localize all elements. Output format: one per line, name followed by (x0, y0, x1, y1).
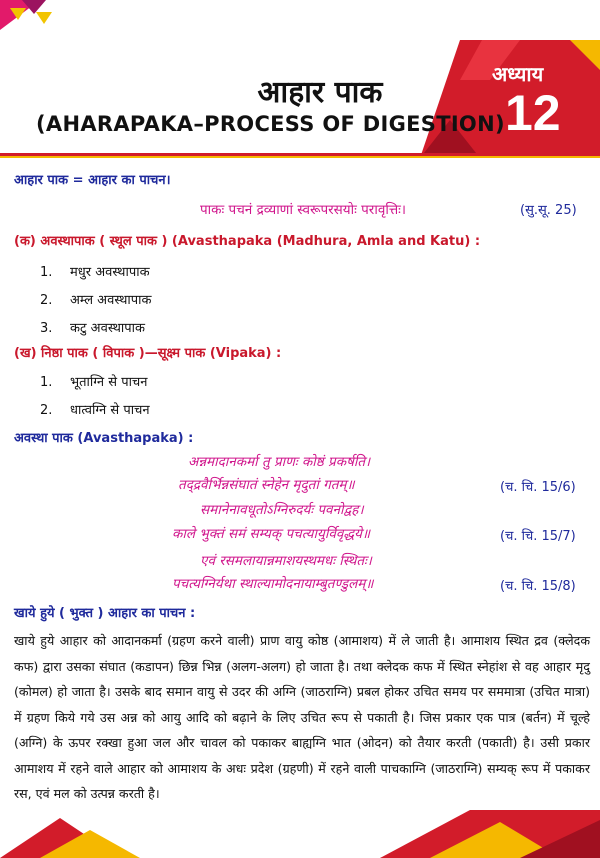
shloka-line: तद्द्रवैर्भिन्नसंघातं स्नेहेन मृदुतां गतम्॥ (178, 477, 355, 493)
chapter-label: अध्याय (492, 62, 544, 86)
page-title-english: (AHARAPAKA–PROCESS OF DIGESTION) (36, 112, 505, 136)
chapter-number: 12 (505, 85, 561, 141)
list-item (40, 262, 150, 280)
corner-decoration (0, 0, 58, 46)
shloka-reference: (च. चि. 15/7) (500, 529, 576, 544)
list-number: 1. (40, 375, 53, 390)
list-item (40, 318, 145, 336)
list-number: 1. (40, 265, 53, 280)
avastha-heading: अवस्था पाक (Avasthapaka) : (14, 431, 194, 446)
page-title-hindi: आहार पाक (257, 75, 383, 110)
shloka-line: अन्नमादानकर्मा तु प्राणः कोष्ठं प्रकर्षति। (188, 454, 371, 470)
footer-decoration (0, 800, 600, 858)
list-number: 2. (40, 403, 53, 418)
header-divider (0, 151, 600, 159)
bhukta-heading: खाये हुये ( भुक्त ) आहार का पाचन : (14, 606, 196, 621)
list-text: कटु अवस्थापाक (70, 321, 146, 336)
list-number: 2. (40, 293, 53, 308)
section-kha-heading: (ख) निष्ठा पाक ( विपाक )—सूक्ष्म पाक (Vipaka) : (14, 346, 282, 361)
bhukta-paragraph: खाये हुये आहार को आदानकर्मा (ग्रहण करने वाली) प्राण वायु कोष्ठ (आमाशय) में ले जाती है। आमाशय स्थित द्रव (क्लेदक कफ) द्वारा उसका संघात (कडापन) छिन्न भिन्न (अलग-अलग) हो जाता है। तथा क्लेदक कफ में स्थित स्नेहांश से वह आहार मृदु (कोमल) हो जाता है। उसके बाद समान वायु से उदर की अग्नि (जाठराग्नि) प्रबल होकर उचित समय पर सममात्रा (उचित मात्रा) में ग्रहण किये गये उस अन्न को आयु आदि को बढ़ाने के लिए उचित रूप से पकाती है। जिस प्रकार एक पात्र (बर्तन) में चूल्हे (अग्नि) के ऊपर रक्खा हुआ जल और चावल को पकाकर बाह्यग्नि भात (ओदन) को तैयार करती (पकाती) है। उसी प्रकार आमाशय में रहने वाले आहार को आमाशय के अधः प्रदेश (ग्रहणी) में रहने वाली पाचकाग्नि (जाठराग्नि) सम्यक् रूप में पकाकर रस, एवं मल को उत्पन्न करती है। (14, 633, 590, 801)
list-text: धात्वग्नि से पाचन (70, 403, 150, 418)
list-text: मधुर अवस्थापाक (70, 265, 150, 280)
shloka-reference: (च. चि. 15/6) (500, 480, 576, 495)
list-item (40, 372, 147, 390)
list-item (40, 290, 152, 308)
definition-reference: (सु.सू. 25) (520, 203, 577, 218)
list-text: अम्ल अवस्थापाक (70, 293, 152, 308)
list-text: भूताग्नि से पाचन (70, 375, 148, 390)
shloka-line: एवं रसमलायान्नमाशयस्थमधः स्थितः। (200, 553, 372, 569)
shloka-line: पचत्यग्निर्यथा स्थाल्यामोदनायाम्बुतण्डुलम्॥ (172, 576, 374, 592)
section-ka-heading: (क) अवस्थापाक ( स्थूल पाक ) (Avasthapaka (Madhura, Amla and Katu) : (14, 234, 481, 249)
list-item (40, 400, 150, 418)
list-number: 3. (40, 321, 53, 336)
definition-shloka: पाकः पचनं द्रव्याणां स्वरूपरसयोः परावृत्तिः। (200, 202, 407, 218)
shloka-line: काले भुक्तं समं सम्यक् पचत्यायुर्विवृद्धये॥ (172, 526, 371, 542)
shloka-reference: (च. चि. 15/8) (500, 579, 576, 594)
shloka-line: समानेनावधूतोऽग्निरुदर्यः पवनोद्वह। (200, 502, 364, 518)
definition-text: आहार पाक = आहार का पाचन। (14, 173, 171, 188)
